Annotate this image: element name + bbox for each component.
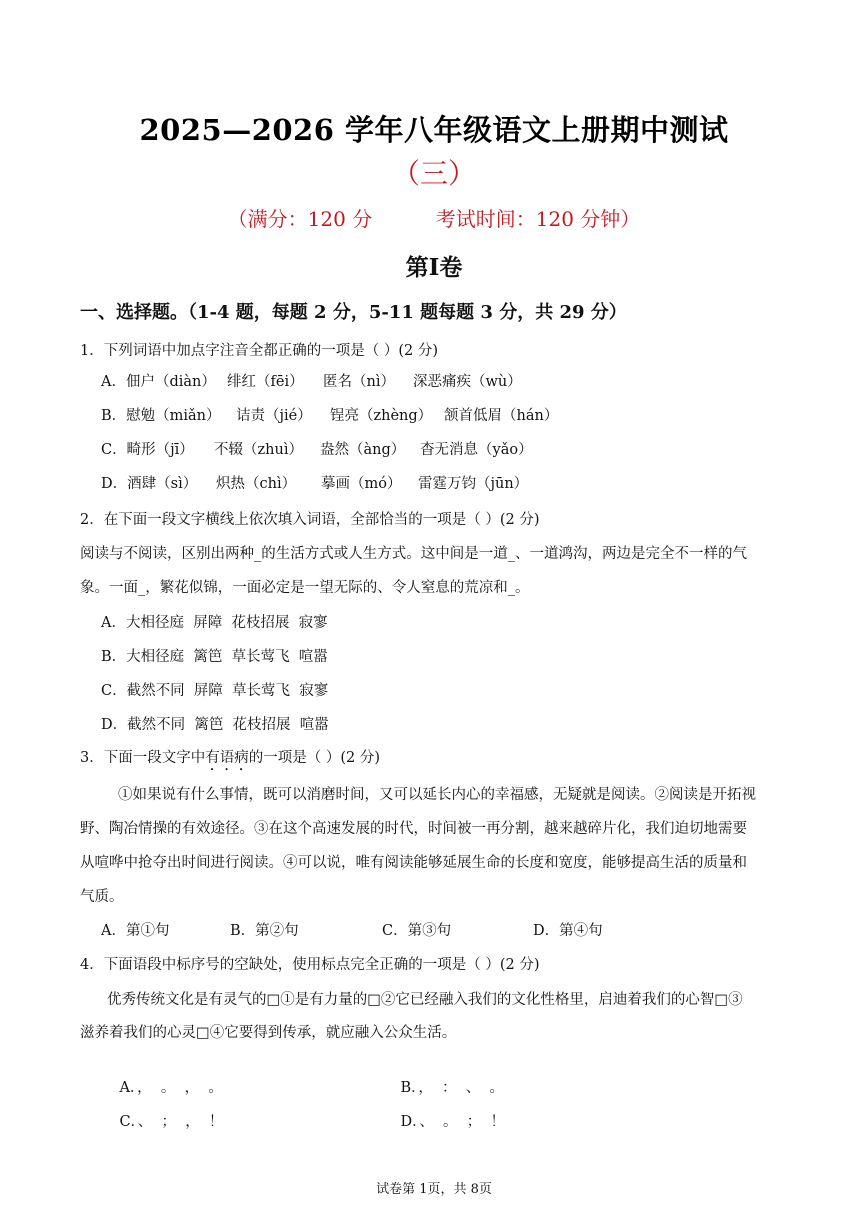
page-footer: 试卷第 1页，共 8页 <box>376 1182 492 1197</box>
question-4-passage-line: 优秀传统文化是有灵气的□①是有力量的□②它已经融入我们的文化性格里，启迪着我们的心智□③ <box>107 992 743 1008</box>
question-4-stem: 4．下面语段中标序号的空缺处，使用标点完全正确的一项是（ ）(2 分) <box>80 957 540 973</box>
question-3-passage-line: 气质。 <box>80 889 124 905</box>
option-word: 雷霆万钧（jūn） <box>418 476 529 492</box>
option-word: A．佃户（diàn） <box>101 374 216 390</box>
question-2-stem: 2．在下面一段文字横线上依次填入词语，全部恰当的一项是（ ）(2 分) <box>80 512 540 528</box>
question-2-option-b[interactable]: B．大相径庭 篱笆 草长莺飞 喧嚣 <box>101 649 328 665</box>
question-2-passage-line: 象。一面_，繁花似锦，一面必定是一望无际的、令人窒息的荒凉和_。 <box>80 580 530 596</box>
question-3-stem <box>80 748 380 774</box>
option-word: 绯红（fēi） <box>227 374 304 390</box>
page-title: 2025—2026 学年八年级语文上册期中测试 <box>139 113 729 147</box>
question-3-passage-line: 野、陶冶情操的有效途径。③在这个高速发展的时代，时间被一再分割，越来越碎片化，我们迫切地需要 <box>80 821 747 837</box>
question-3-option-d[interactable]: D．第④句 <box>533 923 603 939</box>
option-word: 炽热（chì） <box>216 476 297 492</box>
option-word: 不辍（zhuì） <box>214 442 303 458</box>
question-3-passage-line: ①如果说有什么事情，既可以消磨时间，又可以延长内心的幸福感，无疑就是阅读。②阅读是开拓视 <box>118 787 756 803</box>
question-4-option-b[interactable]: B．， ： 、 。 <box>400 1080 504 1096</box>
option-word: B．慰勉（miǎn） <box>101 408 221 424</box>
section-heading: 一、选择题。（1-4 题，每题 2 分，5-11 题每题 3 分，共 29 分） <box>80 302 627 323</box>
option-word: C．畸形（jī） <box>101 442 194 458</box>
option-word: 颔首低眉（hán） <box>444 408 559 424</box>
question-2-option-c[interactable]: C．截然不同 屏障 草长莺飞 寂寥 <box>101 683 329 699</box>
question-4-option-d[interactable]: D．、 。 ； ！ <box>400 1114 505 1130</box>
option-word: 摹画（mó） <box>321 476 402 492</box>
question-3-option-b[interactable]: B．第②句 <box>230 923 299 939</box>
question-3-options <box>101 921 603 941</box>
option-word: 盎然（àng） <box>320 442 406 458</box>
question-3-passage-line: 从喧哗中抢夺出时间进行阅读。④可以说，唯有阅读能够延展生命的长度和宽度，能够提高生活的质量和 <box>80 855 747 871</box>
option-word: 杳无消息（yǎo） <box>420 442 533 458</box>
question-3-option-a[interactable]: A．第①句 <box>101 923 170 939</box>
question-1-option-a[interactable] <box>101 372 522 392</box>
stem-text: 的一项是（ ）(2 分) <box>248 750 380 766</box>
option-word: 锃亮（zhèng） <box>330 408 433 424</box>
option-word: 诘责（jié） <box>236 408 312 424</box>
question-2-option-a[interactable]: A．大相径庭 屏障 花枝招展 寂寥 <box>101 615 328 631</box>
question-3-option-c[interactable]: C．第③句 <box>382 923 452 939</box>
question-2-passage-line: 阅读与不阅读，区别出两种_的生活方式或人生方式。这中间是一道_、一道鸿沟，两边是完全不一样的气 <box>80 546 747 562</box>
option-word: 匿名（nì） <box>323 374 395 390</box>
question-4-passage-line: 滋养着我们的心灵□④它要得到传承，就应融入公众生活。 <box>80 1025 457 1041</box>
option-word: D．酒肆（sì） <box>101 476 198 492</box>
question-1-option-d[interactable] <box>101 474 528 494</box>
page-subtitle: （三） <box>391 157 476 190</box>
stem-text: 3．下面一段文字中 <box>80 750 206 766</box>
question-4-option-c[interactable]: C．、 ； ， ！ <box>119 1114 224 1130</box>
question-1-option-c[interactable] <box>101 440 533 460</box>
question-1-stem: 1．下列词语中加点字注音全都正确的一项是（ ）(2 分) <box>80 343 438 359</box>
option-word: 深恶痛疾（wù） <box>413 374 522 390</box>
emphasized-text: 有语病 <box>205 750 249 766</box>
question-2-option-d[interactable]: D．截然不同 篱笆 花枝招展 喧嚣 <box>101 717 329 733</box>
question-4-options-row <box>101 1092 505 1152</box>
question-1-option-b[interactable] <box>101 406 558 426</box>
question-4-option-a[interactable]: A．， 。 ， 。 <box>119 1080 223 1096</box>
exam-meta: （满分：120 分 考试时间：120 分钟） <box>227 207 641 231</box>
volume-heading: 第Ⅰ卷 <box>405 254 463 281</box>
